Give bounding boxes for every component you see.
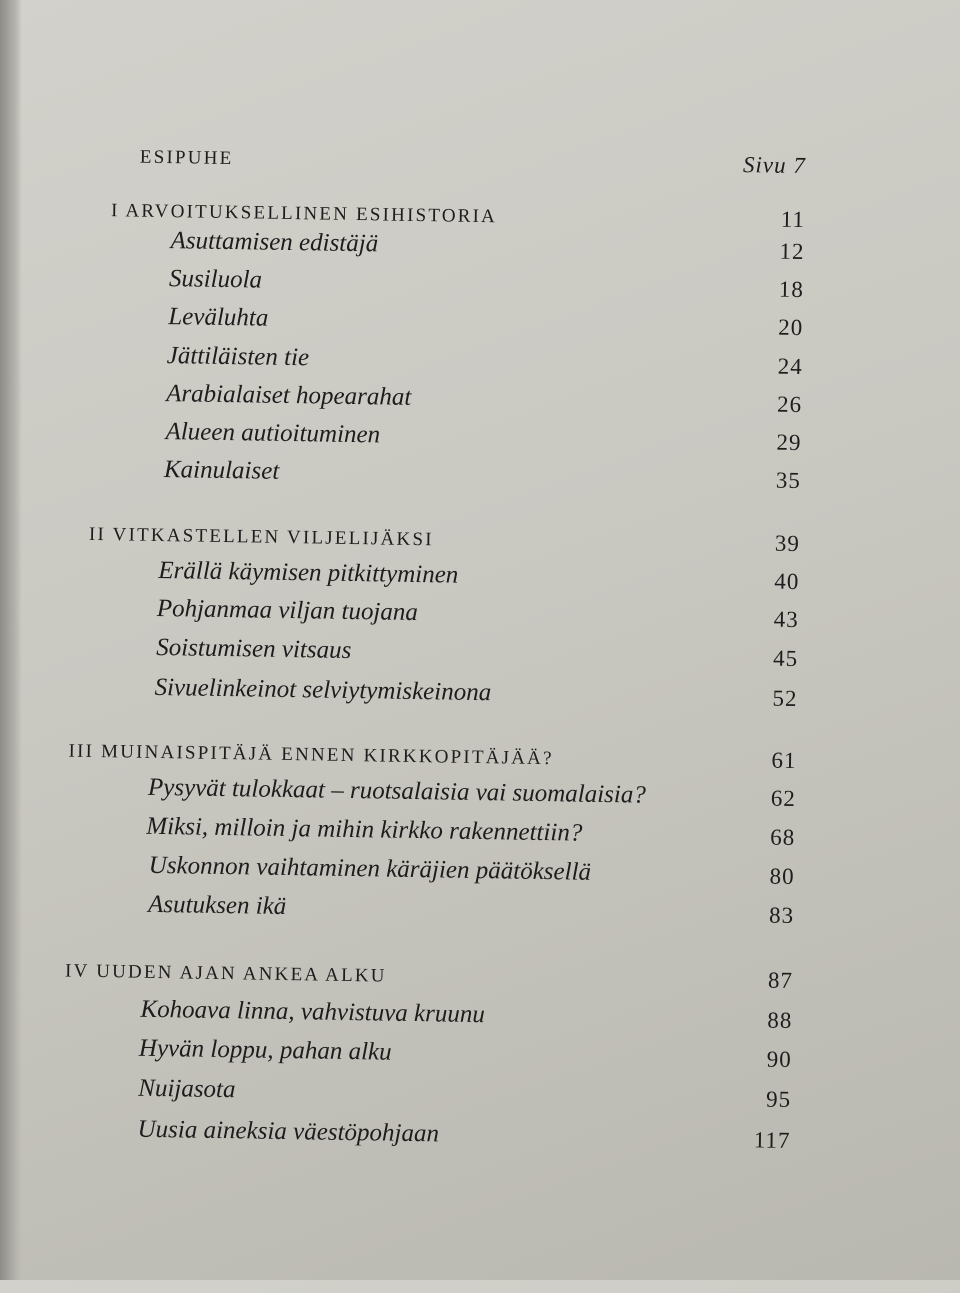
section-title: Arabialaiset hopearahat [165,380,412,411]
section-title: Pohjanmaa viljan tuojana [156,594,419,627]
section-row [0,1030,792,1077]
page-number: 29 [776,429,802,456]
section-title: Kainulaiset [163,456,280,485]
section-row [0,629,798,676]
page-number: 83 [768,902,795,928]
page-number: 61 [771,747,797,774]
section-row [0,886,794,933]
preface-title: ESIPUHE [139,146,234,170]
chapter-heading-row [0,951,793,998]
page-number: 40 [774,568,800,595]
section-title: Alueen autioituminen [165,418,381,449]
page-number: 95 [765,1086,792,1112]
section-title: Sivuelinkeinot selviytymiskeinona [154,673,492,707]
section-title: Leväluhta [168,303,269,332]
page-number: 39 [774,530,801,557]
section-title: Jättiläisten tie [166,342,310,372]
page-number: 90 [766,1046,792,1072]
page-number: 45 [772,645,799,672]
section-title: Asutuksen ikä [147,890,287,921]
section-title: Asuttamisen edistäjä [170,227,379,258]
page-number: 11 [780,206,806,233]
chapter-title: I ARVOITUKSELLINEN ESIHISTORIA [110,200,498,228]
section-row [0,1070,791,1117]
section-row [0,808,796,855]
page-number: 18 [778,276,805,303]
page-number: 62 [770,785,797,812]
page-number: 117 [753,1127,791,1153]
page-number: 35 [775,467,802,494]
section-row [0,590,799,637]
section-title: Susiluola [168,265,263,294]
chapter-title: III MUINAISPITÄJÄ ENNEN KIRKKOPITÄJÄÄ? [68,740,554,770]
preface-page: Sivu 7 [742,152,807,179]
section-title: Pysyvät tulokkaat – ruotsalaisia vai suomalaisia? [147,773,647,809]
page-number: 12 [779,238,805,265]
page-number: 20 [778,314,804,341]
section-row [0,847,795,894]
page-number: 24 [777,353,803,380]
page-number: 87 [767,967,794,993]
chapter-title: IV UUDEN AJAN ANKEA ALKU [64,960,387,987]
section-title: Uskonnon vaihtaminen käräjien päätöksellä [148,851,592,886]
page-number: 52 [772,685,798,712]
chapter-title: II VITKASTELLEN VILJELIJÄKSI [88,523,434,551]
section-row [0,769,796,816]
section-row [0,991,793,1038]
section-row [0,451,801,498]
section-title: Soistumisen vitsaus [155,633,352,665]
page-number: 68 [770,824,796,851]
page-number: 80 [769,863,795,889]
toc-preface [0,136,806,183]
section-title: Erällä käymisen pitkittyminen [158,556,459,589]
section-title: Nuijasota [138,1074,236,1104]
section-title: Hyvän loppu, pahan alku [138,1034,392,1066]
section-title: Uusia aineksia väestöpohjaan [137,1115,440,1148]
page-number: 43 [773,606,799,633]
section-title: Miksi, milloin ja mihin kirkko rakennettiin? [146,812,583,847]
section-title: Kohoava linna, vahvistuva kruunu [140,995,486,1029]
page-number: 26 [776,391,803,418]
section-row [0,669,798,716]
section-row [0,298,804,345]
page-number: 88 [767,1007,793,1033]
section-row [0,1111,791,1158]
